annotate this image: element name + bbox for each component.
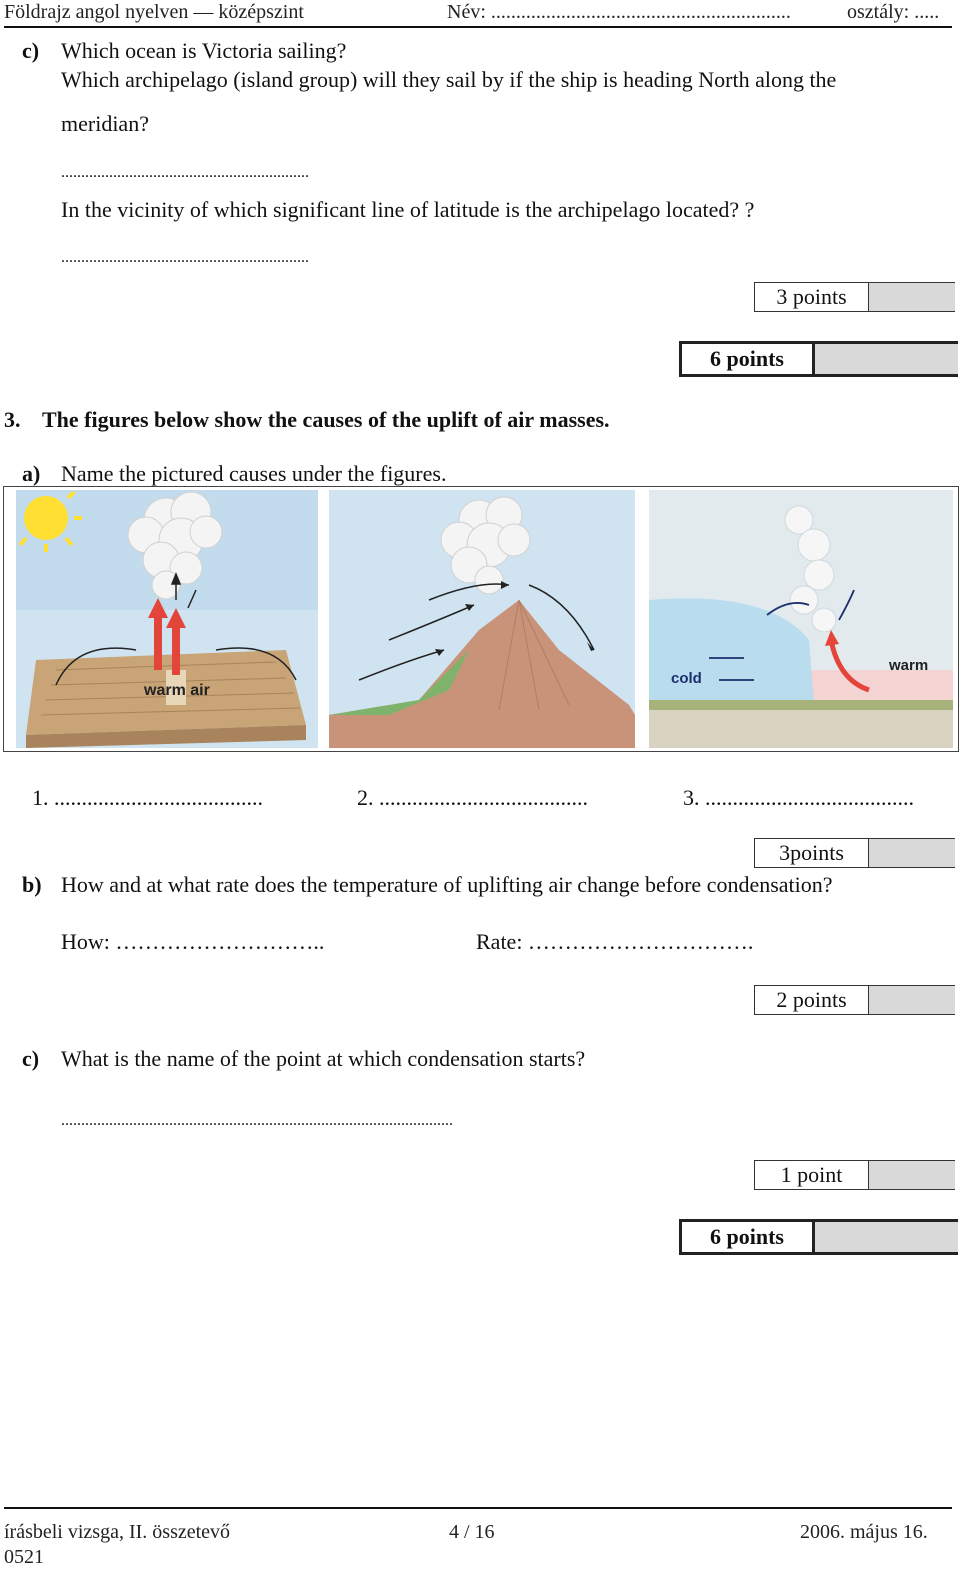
q2c-question-latitude: In the vicinity of which significant line of latitude is the archipelago located? ? xyxy=(61,197,755,222)
q2-total-score-box xyxy=(679,341,958,377)
q2c-label: c) xyxy=(22,38,40,63)
header-subject: Földrajz angol nyelven — középszint xyxy=(4,1,304,23)
q3a-instruction: Name the pictured causes under the figures. xyxy=(61,461,447,486)
q3b-how-field[interactable]: How: ……………………….. xyxy=(61,929,325,954)
q3c-score-box xyxy=(754,1160,955,1190)
figure-answer-2[interactable]: 2. ...................................... xyxy=(357,785,588,810)
q3b-label: b) xyxy=(22,872,42,897)
score-entry-field[interactable] xyxy=(868,986,955,1014)
score-label: 3points xyxy=(779,840,844,865)
q2c-question-ocean: Which ocean is Victoria sailing? xyxy=(61,38,347,63)
q3b-score-box xyxy=(754,985,955,1015)
header-class-field: osztály: ..... xyxy=(847,1,940,23)
header-name-field: Név: ............................................................ xyxy=(447,1,791,23)
footer-exam-name: írásbeli vizsga, II. összetevő xyxy=(4,1521,231,1543)
warm-air-label: warm air xyxy=(144,682,210,699)
total-score-entry-field[interactable] xyxy=(812,344,958,374)
score-entry-field[interactable] xyxy=(868,283,955,311)
score-label: 2 points xyxy=(776,987,847,1012)
q2c-score-box xyxy=(754,282,955,312)
q3b-rate-field[interactable]: Rate: …………………………. xyxy=(476,929,754,954)
footer-page-number: 4 / 16 xyxy=(449,1521,495,1543)
total-score-label: 6 points xyxy=(710,1224,784,1249)
figure-convection xyxy=(16,490,318,748)
q3-total-score-box xyxy=(679,1219,958,1255)
q3c-label: c) xyxy=(22,1046,40,1071)
q3c-answer-line[interactable]: .................................................................................................. xyxy=(61,1112,453,1129)
q3-title: The figures below show the causes of the uplift of air masses. xyxy=(42,407,610,432)
score-label: 1 point xyxy=(780,1162,843,1187)
q3-number: 3. xyxy=(4,407,21,432)
figure-orographic xyxy=(329,490,635,748)
score-entry-field[interactable] xyxy=(868,1161,955,1189)
q2c-answer-line-2[interactable]: .............................................................. xyxy=(61,249,309,266)
cold-label: cold xyxy=(671,670,702,687)
total-score-entry-field[interactable] xyxy=(812,1222,958,1252)
figure-answer-1[interactable]: 1. ...................................... xyxy=(32,785,263,810)
q2c-question-meridian: meridian? xyxy=(61,111,149,136)
q2c-answer-line-1[interactable]: .............................................................. xyxy=(61,164,309,181)
warm-label: warm xyxy=(889,657,929,674)
footer-rule xyxy=(4,1507,952,1509)
q3a-score-box xyxy=(754,838,955,868)
figure-answer-3[interactable]: 3. ...................................... xyxy=(683,785,914,810)
q2c-question-archipelago: Which archipelago (island group) will they sail by if the ship is heading North along the xyxy=(61,67,837,92)
footer-date: 2006. május 16. xyxy=(800,1521,928,1543)
footer-code: 0521 xyxy=(4,1546,44,1568)
q3b-question: How and at what rate does the temperature of uplifting air change before condensation? xyxy=(61,872,833,897)
score-label: 3 points xyxy=(776,284,847,309)
uplift-figures xyxy=(3,486,959,752)
figure-frontal xyxy=(649,490,953,748)
score-entry-field[interactable] xyxy=(868,839,955,867)
total-score-label: 6 points xyxy=(710,346,784,371)
header-rule xyxy=(4,26,952,28)
q3c-question: What is the name of the point at which condensation starts? xyxy=(61,1046,586,1071)
q3a-label: a) xyxy=(22,461,41,486)
